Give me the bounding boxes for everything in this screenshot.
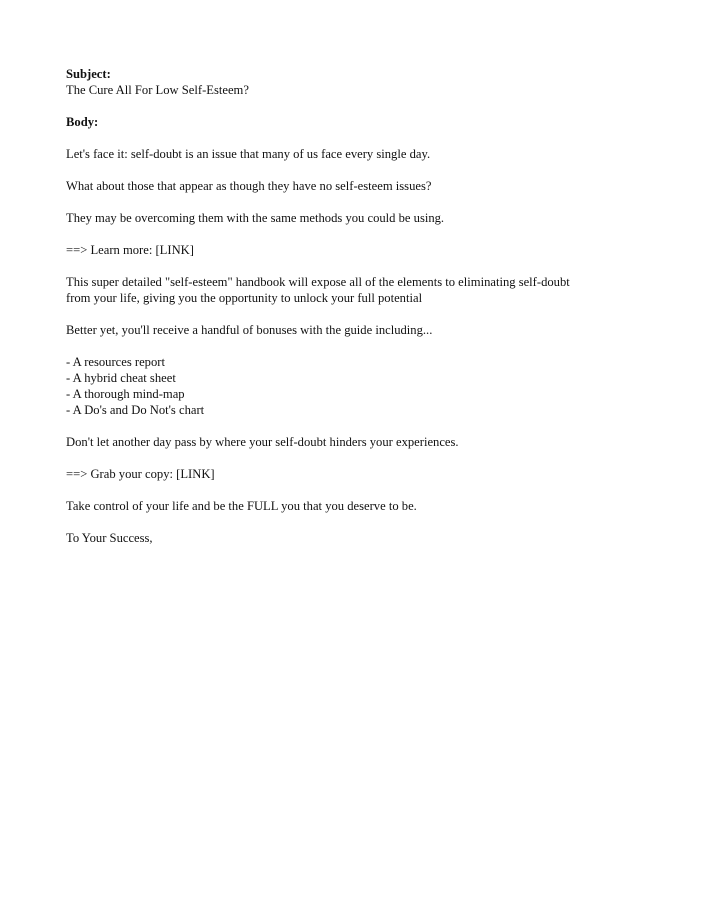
bonus-list-item: - A Do's and Do Not's chart [66, 403, 205, 417]
body-paragraph-2: What about those that appear as though they have no self-esteem issues? [66, 179, 432, 193]
learn-more-link-line: ==> Learn more: [LINK] [66, 243, 194, 257]
bonus-list [66, 354, 666, 418]
spacer [66, 338, 666, 354]
spacer [66, 130, 666, 146]
body-section [66, 114, 666, 130]
spacer [66, 418, 666, 434]
spacer [66, 482, 666, 498]
bonus-list-item: - A resources report [66, 355, 165, 369]
body-paragraph-5 [66, 274, 666, 306]
spacer [66, 514, 666, 530]
body-paragraph-5-line-2: from your life, giving you the opportunity to unlock your full potential [66, 291, 423, 305]
body-paragraph-7: Don't let another day pass by where your self-doubt hinders your experiences. [66, 435, 459, 449]
email-document [66, 66, 666, 546]
subject-text: The Cure All For Low Self-Esteem? [66, 83, 249, 97]
closing-line: To Your Success, [66, 531, 153, 545]
body-paragraph-3: They may be overcoming them with the same methods you could be using. [66, 211, 445, 225]
body-paragraph-5-line-1: This super detailed "self-esteem" handbook will expose all of the elements to eliminating self-doubt [66, 275, 570, 289]
bonus-list-item: - A thorough mind-map [66, 387, 185, 401]
spacer [66, 162, 666, 178]
spacer [66, 98, 666, 114]
spacer [66, 450, 666, 466]
bonus-list-item: - A hybrid cheat sheet [66, 371, 176, 385]
body-paragraph-1: Let's face it: self-doubt is an issue that many of us face every single day. [66, 147, 431, 161]
body-label: Body: [66, 115, 99, 129]
body-paragraph-9: Take control of your life and be the FULL you that you deserve to be. [66, 499, 417, 513]
grab-copy-link-line: ==> Grab your copy: [LINK] [66, 467, 215, 481]
body-paragraph-6: Better yet, you'll receive a handful of bonuses with the guide including... [66, 323, 433, 337]
spacer [66, 306, 666, 322]
subject-label: Subject: [66, 67, 111, 81]
subject-section [66, 66, 666, 98]
spacer [66, 194, 666, 210]
spacer [66, 258, 666, 274]
spacer [66, 226, 666, 242]
